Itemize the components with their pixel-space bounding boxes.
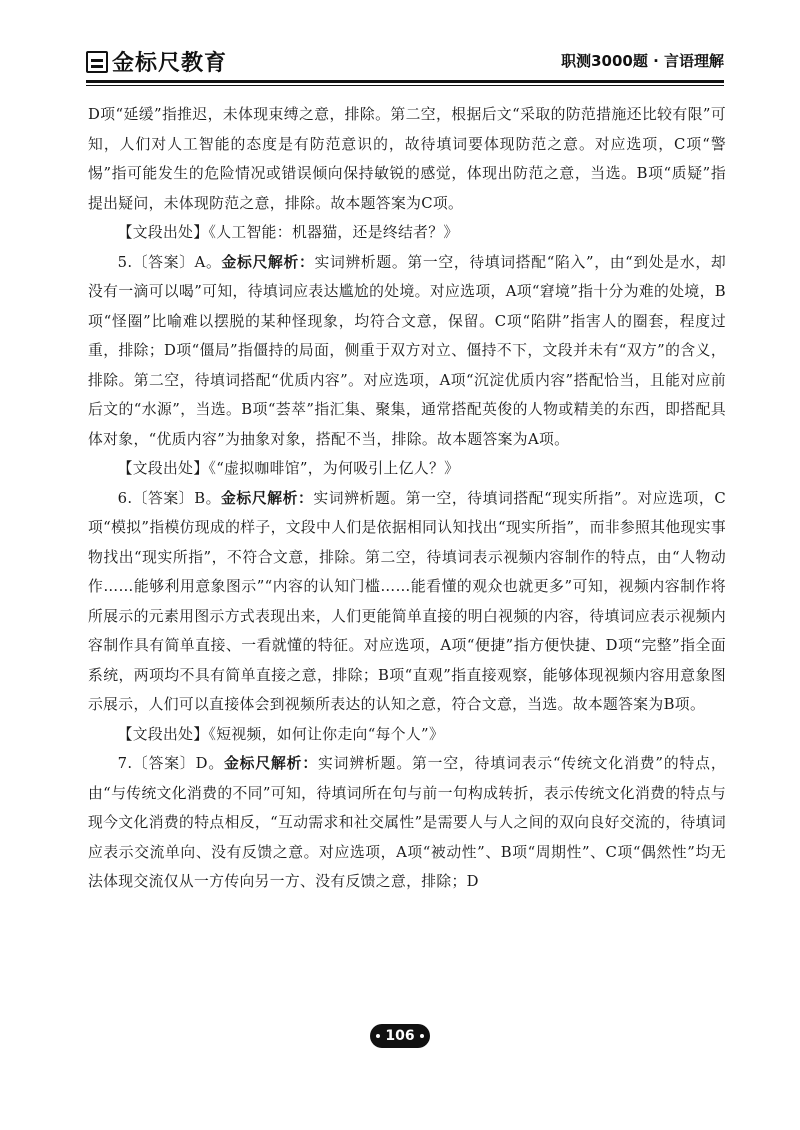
book-title: 职测3000题 · 言语理解 — [561, 52, 724, 70]
answer-q6-label: 金标尺解析： — [221, 489, 314, 507]
answer-q6-lead: 6.〔答案〕B。 — [117, 489, 222, 507]
answer-q7-text: 实词辨析题。第一空，待填词表示“传统文化消费”的特点，由“与传统文化消费的不同”可知，待填词所在句与前一句构成转折，表示传统文化消费的特点与现今文化消费的特点相反，“互动需求和社交属性”是需要人与人之间的双向良好交流的，待填词应表示交流单向、没有反馈之意。对应选项，A项“被动性”、B项“周期性”、C项“偶然性”均无法体现交流仅从一方传向另一方、没有反馈之意，排除；D — [88, 755, 726, 890]
header-rule-thin — [86, 85, 724, 86]
answer-q6 — [88, 484, 726, 720]
logo-mark-icon — [86, 51, 108, 73]
header-rule-thick — [86, 80, 724, 83]
logo-text: 金标尺教育 — [112, 51, 228, 76]
page-header — [86, 44, 724, 80]
answer-q5 — [88, 248, 726, 455]
answer-q7-label: 金标尺解析： — [224, 755, 318, 772]
page-content — [88, 100, 726, 897]
page-number: 106 — [370, 1024, 430, 1048]
source-q5: 【文段出处】《“虚拟咖啡馆”，为何吸引上亿人？》 — [117, 460, 460, 477]
source-q4: 【文段出处】《人工智能：机器猫，还是终结者？》 — [117, 224, 459, 241]
answer-q5-text: 实词辨析题。第一空，待填词搭配“陷入”，由“到处是水，却没有一滴可以喝”可知，待填词应表达尴尬的处境。对应选项，A项“窘境”指十分为难的处境，B项“怪圈”比喻难以摆脱的某种怪现象，均符合文意，保留。C项“陷阱”指害人的圈套，程度过重，排除；D项“僵局”指僵持的局面，侧重于双方对立、僵持不下，文段并未有“双方”的含义，排除。第二空，待填词搭配“优质内容”。对应选项，A项“沉淀优质内容”搭配恰当，且能对应前后文的“水源”，当选。B项“荟萃”指汇集、聚集，通常搭配英俊的人物或精美的东西，即搭配具体对象，“优质内容”为抽象对象，搭配不当，排除。故本题答案为A项。 — [88, 253, 726, 448]
answer-q7 — [88, 749, 726, 897]
paragraph-q4-continuation: D项“延缓”指推迟，未体现束缚之意，排除。第二空，根据后文“采取的防范措施还比较有限”可知，人们对人工智能的态度是有防范意识的，故待填词要体现防范之意。对应选项，C项“警惕”指可能发生的危险情况或错误倾向保持敏锐的感觉，体现出防范之意，当选。B项“质疑”指提出疑问，未体现防范之意，排除。故本题答案为C项。 — [88, 106, 726, 212]
source-q6: 【文段出处】《短视频，如何让你走向“每个人”》 — [117, 725, 445, 743]
answer-q5-label: 金标尺解析： — [221, 253, 315, 271]
answer-q7-lead: 7.〔答案〕D。 — [117, 755, 224, 772]
answer-q5-lead: 5.〔答案〕A。 — [117, 253, 222, 271]
publisher-logo — [86, 46, 227, 77]
answer-q6-text: 实词辨析题。第一空，待填词搭配“现实所指”。对应选项，C项“模拟”指模仿现成的样子，文段中人们是依据相同认知找出“现实所指”，而非参照其他现实事物找出“现实所指”，不符合文意，排除。第二空，待填词表示视频内容制作的特点，由“人物动作……能够利用意象图示”“内容的认知门槛……能看懂的观众也就更多”可知，视频内容制作将所展示的元素用图示方式表现出来，人们更能简单直接的明白视频的内容，待填词应表示视频内容制作具有简单直接、一看就懂的特征。对应选项，A项“便捷”指方便快捷、D项“完整”指全面系统，两项均不具有简单直接之意，排除；B项“直观”指直接观察，能够体现视频内容用意象图示展示，人们可以直接体会到视频所表达的认知之意，符合文意，当选。故本题答案为B项。 — [88, 489, 726, 713]
